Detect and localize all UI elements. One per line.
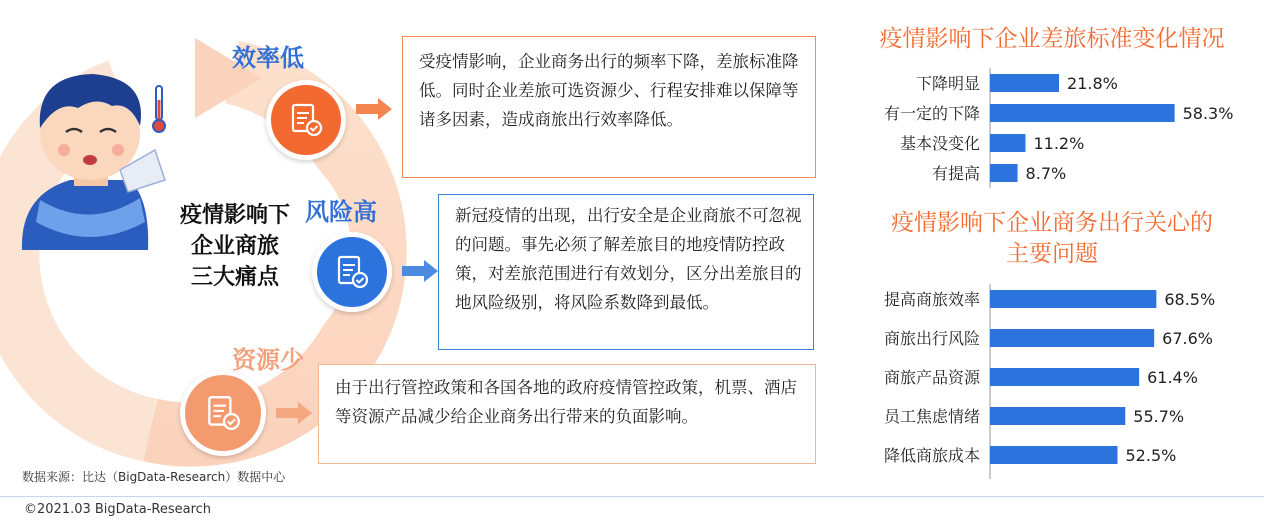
category-label: 商旅产品资源 [883, 367, 980, 387]
category-label: 商旅出行风险 [883, 328, 980, 348]
value-label: 68.5% [1164, 289, 1216, 309]
document-check-badge [312, 232, 392, 312]
bar [990, 104, 1175, 122]
value-label: 67.6% [1162, 328, 1213, 348]
pain-point-text-risk: 新冠疫情的出现，出行安全是企业商旅不可忽视的问题。事先必须了解差旅目的地疫情防控政策，对差旅范围进行有效划分，区分出差旅目的地风险级别，将风险系数降到最低。 [438, 194, 814, 350]
category-label: 下降明显 [915, 73, 980, 93]
value-label: 52.5% [1125, 445, 1177, 465]
chart-title-line: 主要问题 [1006, 241, 1098, 267]
bar [990, 290, 1156, 308]
value-label: 11.2% [1033, 133, 1085, 153]
copyright-footer: ©2021.03 BigData-Research [24, 502, 212, 517]
bar-chart-travel-standards [840, 64, 1264, 194]
chart-title-line: 疫情影响下企业商务出行关心的 [891, 210, 1213, 236]
category-label: 有一定的下降 [883, 103, 980, 123]
value-label: 58.3% [1182, 103, 1234, 123]
value-label: 61.4% [1147, 367, 1198, 387]
category-label: 有提高 [931, 163, 980, 183]
arrow-right-icon [356, 98, 392, 120]
arrow-right-icon [402, 260, 438, 282]
category-label: 提高商旅效率 [883, 289, 980, 309]
value-label: 21.8% [1067, 73, 1118, 93]
bar [990, 134, 1025, 152]
bar [990, 446, 1118, 464]
document-check-icon [333, 253, 371, 291]
bar-chart-main-concerns [840, 282, 1264, 482]
document-check-icon [203, 393, 243, 433]
chart-title-concerns [840, 208, 1264, 270]
footer-divider [0, 496, 1264, 497]
bar [990, 164, 1018, 182]
bar [990, 407, 1125, 425]
document-check-icon [287, 101, 325, 139]
pain-point-text-resources: 由于出行管控政策和各国各地的政府疫情管控政策，机票、酒店等资源产品减少给企业商务出行带来的负面影响。 [318, 364, 816, 464]
center-title-line: 疫情影响下 [179, 203, 290, 228]
arrow-right-icon [276, 402, 312, 424]
center-title-line: 三大痛点 [190, 265, 279, 290]
document-check-badge [266, 80, 346, 160]
bar [990, 368, 1139, 386]
category-label: 降低商旅成本 [883, 445, 980, 465]
category-label: 基本没变化 [899, 133, 980, 153]
data-source-note: 数据来源：比达（BigData-Research）数据中心 [22, 470, 286, 484]
center-title-line: 企业商旅 [190, 234, 279, 259]
infographic-center-title [150, 200, 320, 293]
pain-point-label-resources: 资源少 [232, 346, 304, 374]
pain-point-text-efficiency: 受疫情影响，企业商务出行的频率下降，差旅标准降低。同时企业差旅可选资源少、行程安排难以保障等诸多因素，造成商旅出行效率降低。 [402, 36, 816, 178]
bar [990, 74, 1059, 92]
pain-point-label-risk: 风险高 [305, 198, 377, 226]
value-label: 55.7% [1133, 406, 1185, 426]
bar [990, 329, 1154, 347]
value-label: 8.7% [1025, 163, 1067, 183]
category-label: 员工焦虑情绪 [883, 406, 980, 426]
document-check-badge [180, 370, 266, 456]
chart-title-standards: 疫情影响下企业差旅标准变化情况 [879, 26, 1225, 52]
pain-point-label-efficiency: 效率低 [232, 44, 304, 72]
